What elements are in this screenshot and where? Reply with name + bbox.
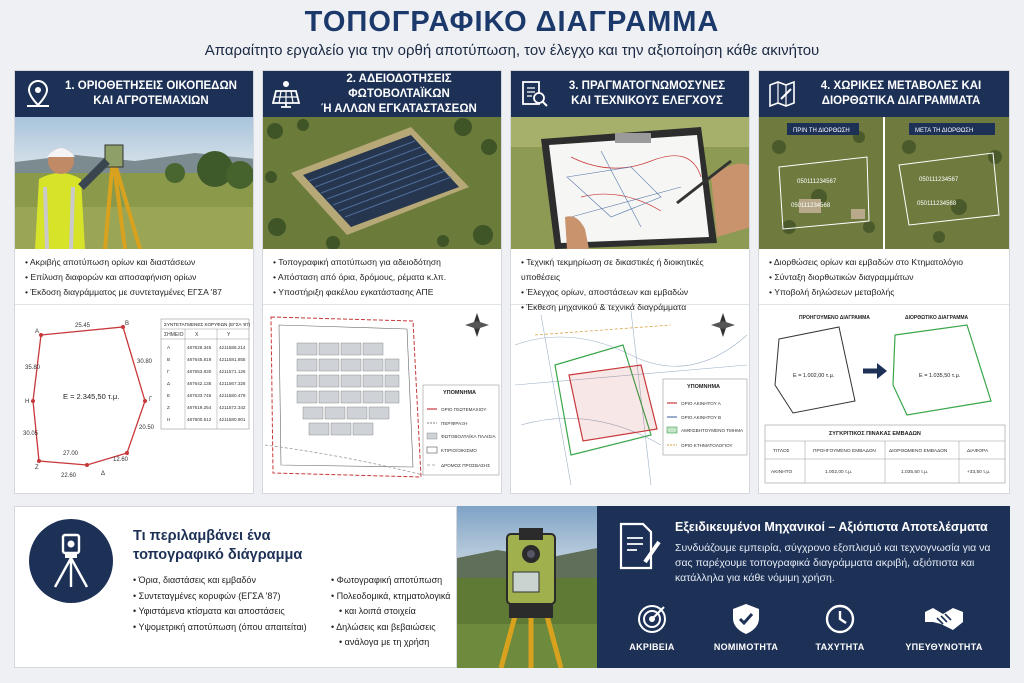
target-icon (607, 602, 697, 636)
list-item: • Υψομετρική αποτύπωση (όπου απαιτείται) (133, 620, 307, 636)
edge-label: 35.80 (25, 365, 41, 371)
list-item: • Φωτογραφική αποτύπωση (331, 573, 450, 589)
map-pin-icon (21, 77, 55, 111)
includes-panel (14, 506, 457, 668)
area-label: Ε = 2.345,50 τ.μ. (63, 392, 120, 401)
card-bullets (263, 249, 501, 305)
edge-label: 22.60 (61, 473, 77, 479)
total-station-icon (29, 519, 113, 603)
before-area: Ε = 1.002,00 τ.μ. (793, 373, 835, 379)
coords-header: X (195, 332, 199, 338)
edge-label: 30.80 (137, 359, 153, 365)
includes-list-right (331, 573, 450, 651)
card-header (263, 71, 501, 117)
legend-item: ΟΡΙΟ ΑΚΙΝΗΤΟΥ Α (681, 401, 721, 406)
table-cell: 487619.254 (187, 405, 212, 410)
list-item: • Δηλώσεις και βεβαιώσεις (331, 620, 450, 636)
table-cell: 487600.512 (187, 417, 212, 422)
compare-table-title: ΣΥΓΚΡΙΤΙΚΟΣ ΠΙΝΑΚΑΣ ΕΜΒΑΔΩΝ (829, 431, 921, 437)
table-cell: 487633.746 (187, 393, 212, 398)
card-header (511, 71, 749, 117)
after-diagram-label: ΔΙΟΡΘΩΤΙΚΟ ΔΙΑΓΡΑΜΜΑ (905, 315, 969, 321)
list-item-continued: • ανάλογα με τη χρήση (331, 635, 450, 651)
card-boundary-delimitation (14, 70, 254, 494)
before-label: ΠΡΙΝ ΤΗ ΔΙΟΡΘΩΣΗ (793, 128, 850, 134)
edge-label: 27.00 (63, 451, 79, 457)
coords-header: ΣΗΜΕΙΟ (164, 332, 184, 338)
card-heading-line1: 2. ΑΔΕΙΟΔΟΤΗΣΕΙΣ ΦΩΤΟΒΟΛΤΑΪΚΩΝ (346, 72, 452, 100)
document-search-icon (517, 77, 551, 111)
list-item: • Διορθώσεις ορίων και εμβαδών στο Κτηματολόγιο (769, 255, 1001, 270)
table-cell: A (167, 345, 171, 350)
vertex-label: Γ (149, 397, 153, 403)
table-cell: 487642.135 (187, 381, 212, 386)
map-edit-icon (765, 77, 799, 111)
includes-list-left (133, 573, 307, 635)
edge-label: 25.45 (75, 323, 91, 329)
card-bullets (759, 249, 1009, 305)
list-item-continued: • και λοιπά στοιχεία (331, 604, 450, 620)
promo-title: Εξειδικευμένοι Μηχανικοί – Αξιόπιστα Αποτελέσματα (675, 520, 988, 534)
table-cell: B (167, 357, 171, 362)
table-cell: 4211580.901 (219, 417, 246, 422)
list-item: • Όρια, διαστάσεις και εμβαδόν (133, 573, 307, 589)
before-diagram-label: ΠΡΟΗΓΟΥΜΕΝΟ ΔΙΑΓΡΑΜΜΑ (799, 315, 870, 321)
boundary-drawing (15, 305, 253, 491)
card-heading-line2: ΔΙΟΡΘΩΤΙΚΑ ΔΙΑΓΡΑΜΜΑΤΑ (821, 95, 981, 107)
list-item: • Επίλυση διαφορών και αποσαφήνιση ορίων (25, 270, 245, 285)
list-item: • Υφιστάμενα κτίσματα και αποστάσεις (133, 604, 307, 620)
dispute-drawing (511, 305, 749, 491)
parcel-code: 050111234567 (797, 179, 837, 185)
card-bullets (511, 249, 749, 312)
table-cell: 1.035,50 τ.μ. (901, 470, 929, 475)
table-header: ΔΙΑΦΟΡΑ (967, 449, 989, 454)
vertex-label: Δ (101, 471, 106, 477)
coords-header: Y (227, 332, 231, 338)
table-header: ΔΙΟΡΘΩΜΕΝΟ ΕΜΒΑΔΟΝ (889, 449, 948, 454)
table-cell: 1.002,00 τ.μ. (825, 470, 853, 475)
card-heading-line1: 4. ΧΩΡΙΚΕΣ ΜΕΤΑΒΟΛΕΣ ΚΑΙ (820, 80, 982, 92)
table-cell: +33,50 τ.μ. (967, 470, 991, 475)
feature-label: ΑΚΡΙΒΕΙΑ (629, 642, 675, 652)
after-area: Ε = 1.035,50 τ.μ. (919, 373, 961, 379)
page-subtitle: Απαραίτητο εργαλείο για την ορθή αποτύπωση, τον έλεγχο και την αξιοποίηση κάθε ακινήτου (204, 42, 820, 59)
vertex-label: B (125, 321, 130, 327)
legend-item: ΑΜΦΙΣΒΗΤΟΥΜΕΝΟ ΤΜΗΜΑ (681, 428, 744, 433)
legend-item: ΠΕΡΙΦΡΑΞΗ (441, 421, 468, 426)
list-item: • Ακριβής αποτύπωση ορίων και διαστάσεων (25, 255, 245, 270)
legend-item: ΟΡΙΟ ΚΤΗΜΑΤΟΛΟΓΙΟΥ (681, 443, 733, 448)
table-cell: 487645.819 (187, 357, 212, 362)
clipboard-drawing-photo (511, 117, 749, 249)
edge-label: 20.50 (139, 425, 155, 431)
coords-title: ΣΥΝΤΕΤΑΓΜΕΝΕΣ ΚΟΡΥΦΩΝ (ΕΓΣΑ '87) (164, 322, 251, 327)
promo-text: Συνδυάζουμε εμπειρία, σύγχρονο εξοπλισμό και τεχνογνωσία για να σας παρέχουμε τοπογραφικά διαγράμματα ακριβή, αξιόπιστα και κατάλληλα για κάθε νόμιμη χρήση. (675, 542, 991, 584)
card-heading-line1: 1. ΟΡΙΟΘΕΤΗΣΕΙΣ ΟΙΚΟΠΕΔΩΝ (65, 80, 237, 92)
table-cell: 4211585.214 (219, 345, 246, 350)
card-header (15, 71, 253, 117)
table-cell: 4211581.855 (219, 357, 246, 362)
card-solar-licensing (262, 70, 502, 494)
card-heading-line2: ΚΑΙ ΤΕΧΝΙΚΟΥΣ ΕΛΕΓΧΟΥΣ (571, 95, 723, 107)
solar-park-aerial-photo (263, 117, 501, 249)
legend-title: ΥΠΟΜΝΗΜΑ (443, 390, 476, 396)
compass-icon (465, 313, 489, 337)
shield-check-icon (701, 602, 791, 636)
list-item: • Έκθεση μηχανικού & τεχνικά διαγράμματα (521, 300, 741, 315)
table-cell: 4211580.479 (219, 393, 246, 398)
solar-layout-drawing (263, 305, 501, 491)
feature-label: ΝΟΜΙΜΟΤΗΤΑ (713, 642, 779, 652)
table-cell: Ζ (167, 405, 170, 410)
table-cell: Δ (167, 381, 171, 386)
legend-item: ΦΩΤΟΒΟΛΤΑΪΚΑ ΠΛΑΙΣΙΑ (441, 434, 496, 439)
table-cell: 4211571.126 (219, 369, 246, 374)
list-item: • Έλεγχος ορίων, αποστάσεων και εμβαδών (521, 285, 741, 300)
vertex-label: Ζ (35, 465, 39, 471)
list-item: • Υποστήριξη φακέλου εγκατάστασης ΑΠΕ (273, 285, 493, 300)
table-cell: Ε (167, 393, 171, 398)
total-station-photo (457, 506, 597, 668)
table-header: ΤΙΤΛΟΣ (773, 449, 790, 454)
card-heading-line2: ΚΑΙ ΑΓΡΟΤΕΜΑΧΙΩΝ (93, 95, 209, 107)
list-item: • Συντεταγμένες κορυφών (ΕΓΣΑ '87) (133, 589, 307, 605)
feature-accuracy (607, 602, 697, 652)
includes-title-line2: τοπογραφικό διάγραμμα (133, 547, 303, 563)
page-title: ΤΟΠΟΓΡΑΦΙΚΟ ΔΙΑΓΡΑΜΜΑ (304, 6, 720, 38)
list-item: • Σύνταξη διορθωτικών διαγραμμάτων (769, 270, 1001, 285)
parcel-code: 050111234567 (919, 177, 959, 183)
feature-label: ΥΠΕΥΘΥΝΟΤΗΤΑ (905, 642, 983, 652)
table-cell: Γ (167, 369, 170, 374)
edge-label: 12.60 (113, 457, 129, 463)
correction-drawing (759, 305, 1009, 491)
includes-title (133, 527, 333, 565)
list-item: • Έκδοση διαγράμματος με συντεταγμένες ΕΓΣΑ '87 (25, 285, 245, 300)
card-spatial-changes (758, 70, 1010, 494)
table-cell: Η (167, 417, 171, 422)
table-cell: ΑΚΙΝΗΤΟ (771, 470, 793, 475)
card-expert-reports (510, 70, 750, 494)
legend-item: ΟΡΙΟ ΓΕΩΤΕΜΑΧΙΟΥ (441, 407, 487, 412)
feature-label: ΤΑΧΥΤΗΤΑ (815, 642, 865, 652)
table-cell: 487629.345 (187, 345, 212, 350)
table-cell: 487653.830 (187, 369, 212, 374)
parcel-code: 050111234568 (791, 203, 831, 209)
solar-panel-icon (269, 77, 303, 111)
list-item: • Τοπογραφική αποτύπωση για αδειοδότηση (273, 255, 493, 270)
card-bullets (15, 249, 253, 305)
legend-item: ΚΤΙΡΙΟ/ΟΙΚΙΣΜΟ (441, 448, 477, 453)
legend-item: ΔΡΟΜΟΣ ΠΡΟΣΒΑΣΗΣ (441, 463, 491, 468)
surveyor-photo (15, 117, 253, 249)
compass-icon (711, 313, 735, 337)
card-heading-line1: 3. ΠΡΑΓΜΑΤΟΓΝΩΜΟΣΥΝΕΣ (568, 80, 726, 92)
feature-legality (701, 602, 791, 652)
card-header (759, 71, 1009, 117)
after-label: ΜΕΤΑ ΤΗ ΔΙΟΡΘΩΣΗ (915, 128, 974, 134)
list-item: • Τεχνική τεκμηρίωση σε δικαστικές ή διοικητικές υποθέσεις (521, 255, 741, 285)
table-cell: 4211567.326 (219, 381, 246, 386)
clock-icon (795, 602, 885, 636)
feature-responsibility (889, 602, 999, 652)
table-cell: 4211572.342 (219, 405, 246, 410)
parcel-code: 050111234568 (917, 201, 957, 207)
document-pen-icon (617, 522, 661, 575)
vertex-label: Η (25, 399, 30, 405)
feature-speed (795, 602, 885, 652)
promo-panel (597, 506, 1010, 668)
legend-item: ΟΡΙΟ ΑΚΙΝΗΤΟΥ Β (681, 415, 722, 420)
edge-label: 30.05 (23, 431, 39, 437)
before-after-aerial-photo (759, 117, 1009, 249)
includes-title-line1: Τι περιλαμβάνει ένα (133, 528, 271, 544)
table-header: ΠΡΟΗΓΟΥΜΕΝΟ ΕΜΒΑΔΟΝ (813, 449, 876, 454)
list-item: • Πολεοδομικά, κτηματολογικά (331, 589, 450, 605)
list-item: • Υποβολή δηλώσεων μεταβολής (769, 285, 1001, 300)
list-item: • Απόσταση από όρια, δρόμους, ρέματα κ.λπ. (273, 270, 493, 285)
vertex-label: A (35, 329, 40, 335)
card-heading-line2: Ή ΑΛΛΩΝ ΕΓΚΑΤΑΣΤΑΣΕΩΝ (321, 102, 477, 115)
handshake-icon (889, 602, 999, 636)
legend-title: ΥΠΟΜΝΗΜΑ (687, 384, 720, 390)
